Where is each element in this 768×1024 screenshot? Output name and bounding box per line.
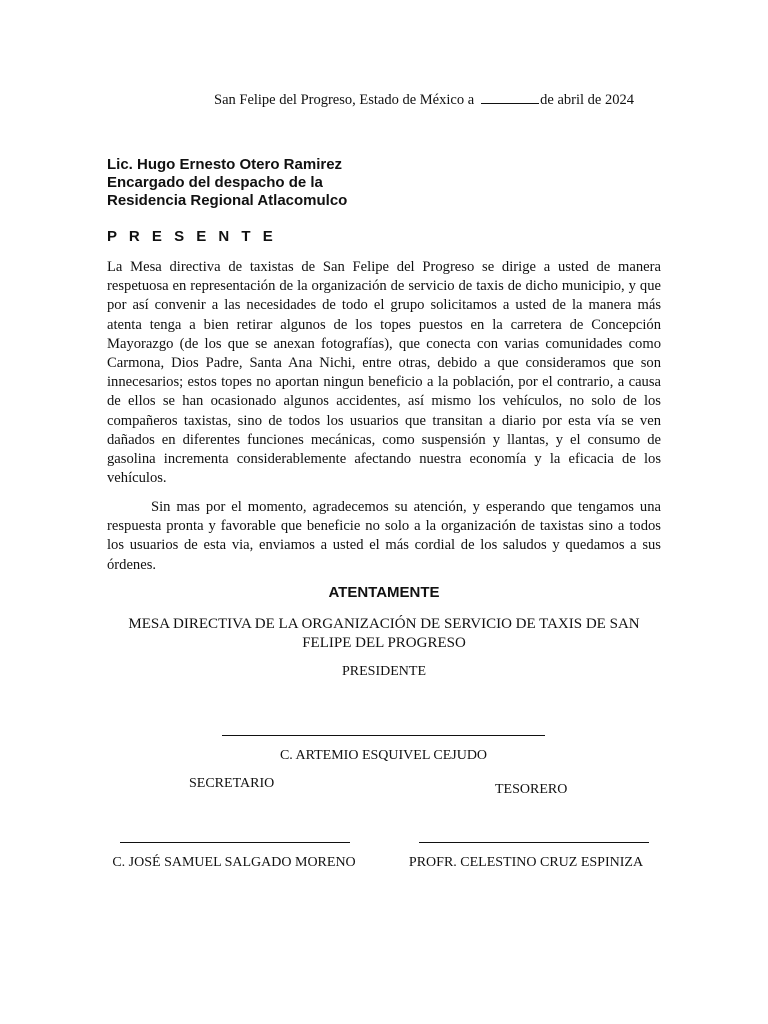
recipient-name: Lic. Hugo Ernesto Otero Ramirez	[107, 156, 343, 173]
body-paragraph-2: Sin mas por el momento, agradecemos su atención, y esperando que tengamos una respuesta pronta y favorable que beneficie no solo a la organización de taxistas sino a todos los usuarios de esta via, enviamos a usted el más cordial de los saludos y quedamos a sus órdenes.	[107, 499, 661, 573]
body-paragraph-1: La Mesa directiva de taxistas de San Felipe del Progreso se dirige a usted de manera respetuosa en representación de la organización de servicio de taxis de dicho municipio, y que por así convenir a las necesidades de todo el grupo solicitamos a usted de la manera más atenta tenga a bien retirar algunos de los topes puestos en la carretera de Concepción Mayorazgo (de los que se anexan fotografías), que conecta con varias comunidades como Carmona, Dios Padre, Santa Ana Nichi, entre otras, debido a que consideramos que son innecesarios; estos topes no aportan ningun beneficio a la población, por el contrario, a causa de ellos se han ocasionado algunos accidentes, así mismo los vehículos, no solo de los compañeros taxistas, sino de todos los usuarios que transitan a diario por esta vía se ven dañados en diferentes funciones mecánicas, como suspensión y llantas, y el consumo de gasolina incrementa considerablemente afectando nuestra economía y la eficacia de los vehículos.	[107, 259, 661, 487]
place-date-line	[214, 91, 654, 109]
recipient-title-line2: Residencia Regional Atlacomulco	[107, 192, 348, 209]
salutation: P R E S E N T E	[107, 228, 277, 245]
recipient-block	[107, 156, 507, 210]
treasurer-name: PROFR. CELESTINO CRUZ ESPINIZA	[408, 855, 644, 870]
closing-atentamente: ATENTAMENTE	[328, 584, 440, 601]
treasurer-signature-line	[419, 842, 649, 843]
president-signature-line	[222, 735, 545, 736]
president-name: C. ARTEMIO ESQUIVEL CEJUDO	[279, 748, 488, 763]
recipient-title-line1: Encargado del despacho de la	[107, 174, 323, 191]
president-role: PRESIDENTE	[342, 664, 426, 679]
secretary-name: C. JOSÉ SAMUEL SALGADO MORENO	[112, 855, 356, 870]
date-day-blank	[481, 91, 539, 104]
place-text: San Felipe del Progreso, Estado de México a	[214, 92, 475, 108]
date-suffix: de abril de 2024	[540, 92, 634, 108]
secretary-role: SECRETARIO	[189, 776, 275, 791]
secretary-signature-line	[120, 842, 350, 843]
treasurer-role: TESORERO	[495, 782, 568, 797]
organization-name: MESA DIRECTIVA DE LA ORGANIZACIÓN DE SERVICIO DE TAXIS DE SAN FELIPE DEL PROGRESO	[128, 616, 640, 651]
